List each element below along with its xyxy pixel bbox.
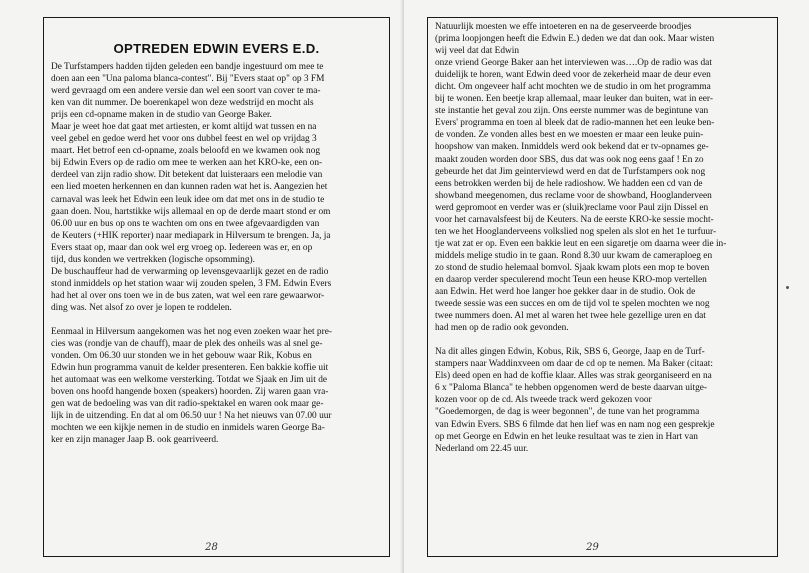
article-title: OPTREDEN EDWIN EVERS E.D.	[113, 41, 320, 56]
left-page-content	[44, 18, 389, 556]
left-page	[0, 0, 404, 573]
right-paragraph-1: Natuurlijk moesten we effe intoeteren en na de geserveerde broodjes (prima loopjongen heeft die Edwin E.) deden we dat dan ook. Maar wisten wij veel dat dat Edwin onze vriend George Baker aan het interviewen was….Op de radio was dat duidelijk te horen, want Edwin deed voor de zekerheid maar de deur even dicht. Om ongeveer half acht mochten we de studio in om het programma bij te wonen. Een beetje krap allemaal, maar leuker dan buiten, wat in eer- ste instantie het geval zou zijn. Ons eerste nummer was de begintune van Evers' programma en toen al bleek dat de radio-mannen het een leuke ben- de vonden. Ze vonden alles best en we moesten er maar een leuke puin- hoopshow van maken. Inmiddels werd ook bekend dat er tv-opnames ge- maakt zouden worden door SBS, dus dat was ook nog eens gaaf ! En zo gebeurde het dat Jim geinterviewd werd en dat de Turfstampers ook nog eens betrokken werden bij de hele radioshow. We hadden een cd van de showband meegenomen, dus reclame voor de showband, Hooglanderveen werd gepromoot en verder was er (sluik)reclame voor Paul zijn Dissel en voor het carnavalsfeest bij de Keuters. Na de eerste KRO-ke sessie mocht- ten we het Hooglanderveens volkslied nog spelen als slot en het 1e turfuur- tje wat zat er op. Even een bakkie leut en een sigaretje om daarna weer die in- middels melige studio in te gaan. Rond 8.30 uur kwam de cameraploeg en zo stond de studio helemaal bomvol. Sjaak kwam plots een mop te boven en daarop verder speculerend mocht Teun een heuse KRO-mop vertellen aan Edwin. Het werd hoe langer hoe gekker daar in de studio. Ook de tweede sessie was een succes en om de tijd vol te spelen mochten we nog twee nummers doen. Al met al waren het twee hele gezellige uren en dat had men op de radio ook gevonden.	[435, 22, 727, 334]
paragraph-gap	[51, 314, 382, 326]
right-paragraph-2: Na dit alles gingen Edwin, Kobus, Rik, SBS 6, George, Jaap en de Turf- stampers naar Waddinxveen om daar de cd op te nemen. Ma Baker (citaat: Els) deed open en had de koffie klaar. Alles was strak georganiseerd en na 6 x "Paloma Blanca" te hebben opgenomen werd de beste daarvan uitge- kozen voor op de cd. Als tweede track werd gekozen voor "Goedemorgen, de dag is weer begonnen", de tune van het programma van Edwin Evers. SBS 6 filmde dat hen lief was en nam nog een gesprekje op met George en Edwin en het leuke resultaat was te zien in Hart van Nederland om 22.45 uur.	[435, 347, 715, 454]
left-paragraph-1: De Turfstampers hadden tijden geleden een bandje ingestuurd om mee te doen aan een "Una paloma blanca-contest". Bij "Evers staat op" op 3 FM werd gevraagd om een andere versie dan wel een soort van cover te ma- ken van dit nummer. De boerenkapel won deze wedstrijd en mocht als prijs een cd-opname maken in de studio van George Baker. Maar je weet hoe dat gaat met artiesten, er komt altijd wat tussen en na veel gebel en gedoe werd het voor ons dubbel feest en wel op vrijdag 3 maart. Het betrof een cd-opname, zoals beloofd en we kwamen ook nog bij Edwin Evers op de radio om mee te werken aan het KRO-ke, een on- derdeel van zijn radio show. Dit betekent dat luisteraars een melodie van een lied moeten herkennen en dan kunnen raden wat het is. Aangezien het carnaval was leek het Edwin een leuk idee om dat met ons in de studio te gaan doen. Nou, hartstikke wijs allemaal en op de derde maart stond er om 06.00 uur en bus op ons te wachten om ons en twee afgevaardigden van de Keuters (+HIK reporter) naar mediapark in Hilversum te brengen. Ja, ja Evers staat op, maar dan ook wel erg vroeg op. Iedereen was er, en op tijd, dus konden we vertrekken (logische opsomming). De buschauffeur had de verwarming op levensgevaarlijk gezet en de radio stond inmiddels op het station waar wij zouden spelen, 3 FM. Edwin Evers had het al over ons toen we in de bus zaten, wat wel een rare gewaarwor- ding was. Net alsof zo over je lopen te roddelen.	[51, 62, 332, 313]
right-page-content	[428, 18, 777, 556]
left-page-frame	[43, 17, 390, 557]
left-page-number: 28	[205, 542, 218, 553]
right-page-frame	[427, 17, 778, 557]
paragraph-gap	[435, 334, 770, 346]
right-page-number: 29	[586, 542, 599, 553]
scan-speck	[786, 286, 789, 289]
right-page	[404, 0, 809, 573]
left-paragraph-2: Eenmaal in Hilversum aangekomen was het nog even zoeken waar het pre- cies was (rondje van de chauff), maar de plek des onheils was al snel ge- vonden. Om 06.30 uur stonden we in het gebouw waar Rik, Kobus en Edwin hun programma vanuit de kelder presenteren. Een bakkie koffie uit het automaat was een welkome versterking. Totdat we Sjaak en Jim uit de boven ons hoofd hangende boxen (speakers) hoorden. Zij waren gaan vra- gen wat de bedoeling was van dit radio-spektakel en waren ook maar ge- lijk in de uitzending. En dat al om 06.50 uur ! Na het nieuws van 07.00 uur mochten we een kijkje nemen in de studio en inmidels waren George Ba- ker en zijn manager Jaap B. ook gearriveerd.	[51, 326, 332, 446]
